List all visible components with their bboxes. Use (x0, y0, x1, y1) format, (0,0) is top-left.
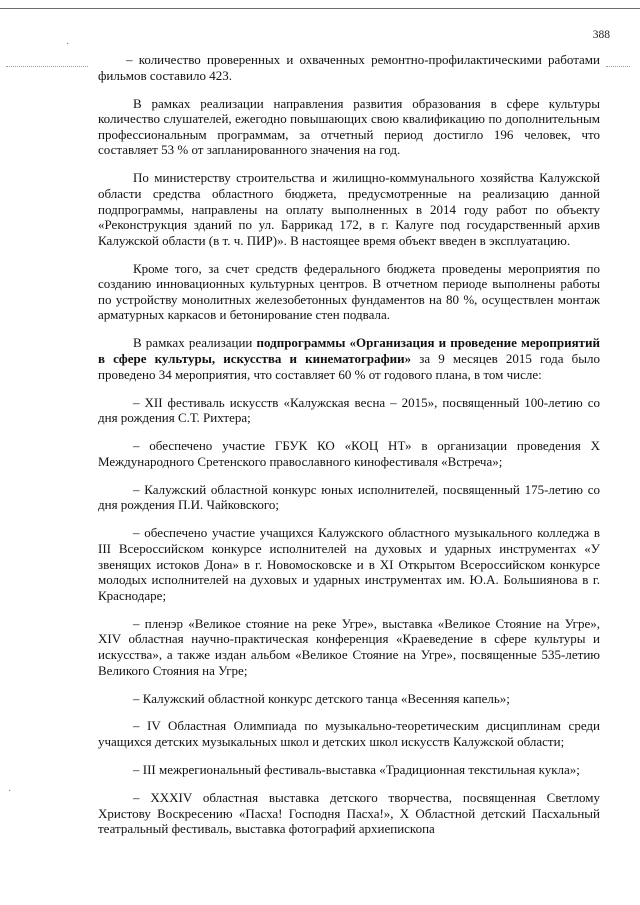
paragraph-subprogram (98, 335, 600, 382)
paragraph-construction-ministry: По министерству строительства и жилищно-коммунального хозяйства Калужской области средства областного бюджета, предусмотренные на реализацию данной подпрограммы, направлены на оплату выполненных в 2014 году работ по объекту «Реконструкция зданий по ул. Баррикад 172, в г. Калуге под государственный архив Калужской области (в т. ч. ПИР)». В настоящее время объект введен в эксплуатацию. (98, 170, 600, 248)
paragraph-education: В рамках реализации направления развития образования в сфере культуры количество слушателей, ежегодно повышающих свою квалификацию по дополнительным профессиональным программам, за отчетный период достигло 196 человек, что составляет 53 % от запланированного значения на год. (98, 95, 600, 158)
list-item-festival-kaluga-spring: – XII фестиваль искусств «Калужская весна – 2015», посвященный 100-летию со дня рождения С.Т. Рихтера; (98, 394, 600, 426)
list-item-music-olympiad: – IV Областная Олимпиада по музыкально-теоретическим дисциплинам среди учащихся детских музыкальных школ и детских школ искусств Калужской области; (98, 718, 600, 750)
paragraph-checked-films: – количество проверенных и охваченных ремонтно-профилактическими работами фильмов составило 423. (98, 52, 600, 83)
list-item-vstrecha-festival: – обеспечено участие ГБУК КО «КОЦ НТ» в организации проведения X Международного Сретенского православного кинофестиваля «Встреча»; (98, 438, 600, 469)
page-top-rule (0, 8, 640, 9)
list-item-young-performers-contest: – Калужский областной конкурс юных исполнителей, посвященный 175-летию со дня рождения П.И. Чайковского; (98, 481, 600, 513)
subprogram-text-before: В рамках реализации (133, 335, 257, 351)
paragraph-federal-budget: Кроме того, за счет средств федерального бюджета проведены мероприятия по созданию инновационных культурных центров. В отчетном периоде выполнены работы по устройству монолитных железобетонных фундаментов на 80 %, осуществлен монтаж арматурных каркасов и бетонирование стен подвала. (98, 260, 600, 323)
list-item-children-art-exhibition: – XXXIV областная выставка детского творчества, посвященная Светлому Христову Воскресению «Пасха! Господня Пасха!», X Областной детский Пасхальный театральный фестиваль, выставка фотографий архиепископа (98, 790, 600, 837)
subprogram-title: подпрограммы «Организация и проведение мероприятий в сфере культуры, искусства и кинематографии» (98, 335, 601, 367)
scan-artifact-dot: · (66, 39, 70, 50)
page-number: 388 (592, 29, 610, 41)
list-item-textile-doll-festival: – III межрегиональный фестиваль-выставка «Традиционная текстильная кукла»; (133, 762, 580, 778)
list-item-dance-contest: – Калужский областной конкурс детского танца «Весенняя капель»; (133, 690, 510, 706)
list-item-great-stand-ugra: – пленэр «Великое стояние на реке Угре», выставка «Великое Стояние на Угре», XIV областная научно-практическая конференция «Краеведение в сфере культуры и искусства», а также издан альбом «Великое Стояние на Угре», посвященные 535-летию Великого Стояния на Угре; (98, 615, 600, 678)
subprogram-text-after: за 9 месяцев 2015 года было проведено 34 мероприятия, что составляет 60 % от годового плана, в том числе: (98, 351, 600, 382)
scan-artifact-left (6, 66, 88, 67)
scan-artifact-dot: · (8, 786, 12, 797)
document-body (98, 52, 600, 849)
list-item-music-college-contests: – обеспечено участие учащихся Калужского областного музыкального колледжа в III Всероссийском конкурсе исполнителей на духовых и ударных инструментах «У звенящих истоков Дона» в г. Новомосковске и в XI Открытом Всероссийском конкурсе молодых исполнителей на духовых и ударных инструментах им. Ю.А. Большиянова в г. Краснодаре; (98, 525, 600, 603)
scan-artifact-right (606, 66, 630, 67)
